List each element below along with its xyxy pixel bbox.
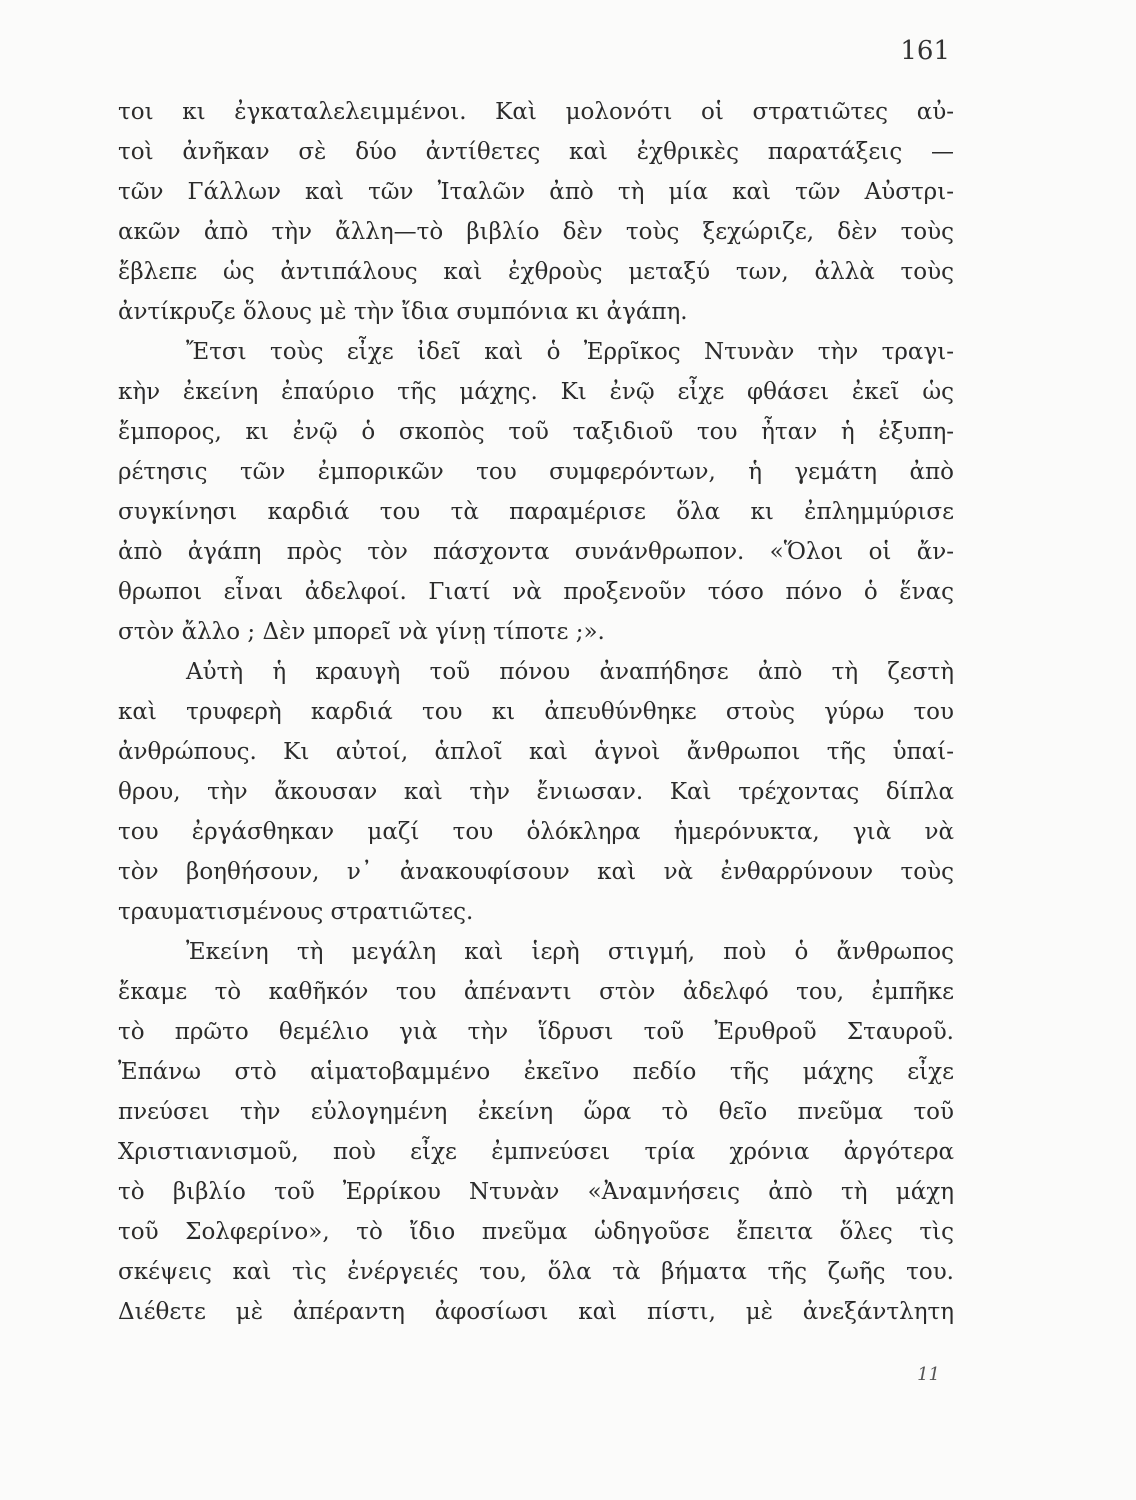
text-line: τραυματισμένους στρατιῶτες. [118, 899, 474, 925]
text-line: πνεύσει τὴν εὐλογημένη ἐκείνη ὥρα τὸ θεῖο πνεῦμα τοῦ [118, 1099, 954, 1125]
text-line: ἀπὸ ἀγάπη πρὸς τὸν πάσχοντα συνάνθρωπον. «Ὅλοι οἱ ἄν- [118, 539, 954, 565]
text-line: Αὐτὴ ἡ κραυγὴ τοῦ πόνου ἀναπήδησε ἀπὸ τὴ ζεστὴ [186, 659, 954, 685]
text-line: τὸ πρῶτο θεμέλιο γιὰ τὴν ἵδρυσι τοῦ Ἐρυθροῦ Σταυροῦ. [118, 1019, 954, 1045]
text-line: συγκίνησι καρδιά του τὰ παραμέρισε ὅλα κι ἐπλημμύρισε [118, 499, 954, 525]
text-line: ακῶν ἀπὸ τὴν ἄλλη—τὸ βιβλίο δὲν τοὺς ξεχώριζε, δὲν τοὺς [118, 219, 954, 245]
text-line: στὸν ἄλλο ; Δὲν μπορεῖ νὰ γίνῃ τίποτε ;». [118, 619, 605, 645]
text-line: καὶ τρυφερὴ καρδιά του κι ἀπευθύνθηκε στοὺς γύρω του [118, 699, 954, 725]
text-line: ἔβλεπε ὡς ἀντιπάλους καὶ ἐχθροὺς μεταξύ των, ἀλλὰ τοὺς [118, 259, 954, 285]
text-line: Διέθετε μὲ ἀπέραντη ἀφοσίωσι καὶ πίστι, μὲ ἀνεξάντλητη [118, 1299, 954, 1325]
text-line: τοι κι ἐγκαταλελειμμένοι. Καὶ μολονότι οἱ στρατιῶτες αὐ- [118, 99, 954, 125]
text-line: ἀνθρώπους. Κι αὐτοί, ἁπλοῖ καὶ ἁγνοὶ ἄνθρωποι τῆς ὑπαί- [118, 739, 954, 765]
text-line: του ἐργάσθηκαν μαζί του ὁλόκληρα ἡμερόνυκτα, γιὰ νὰ [118, 819, 954, 845]
text-line: Χριστιανισμοῦ, ποὺ εἶχε ἐμπνεύσει τρία χρόνια ἀργότερα [118, 1139, 954, 1165]
text-line: τοὶ ἀνῆκαν σὲ δύο ἀντίθετες καὶ ἐχθρικὲς παρατάξεις — [118, 139, 954, 165]
signature-mark: 11 [917, 1364, 940, 1385]
text-line: ἀντίκρυζε ὅλους μὲ τὴν ἴδια συμπόνια κι ἀγάπη. [118, 299, 688, 325]
text-line: Ἐπάνω στὸ αἱματοβαμμένο ἐκεῖνο πεδίο τῆς μάχης εἶχε [118, 1059, 954, 1085]
page-number: 161 [900, 36, 950, 66]
text-line: τὸν βοηθήσουν, ν᾿ ἀνακουφίσουν καὶ νὰ ἐνθαρρύνουν τοὺς [118, 859, 954, 885]
body-text [118, 92, 954, 1332]
text-line: τὸ βιβλίο τοῦ Ἐρρίκου Ντυνὰν «Ἀναμνήσεις ἀπὸ τὴ μάχη [118, 1179, 954, 1205]
text-line: ἔμπορος, κι ἐνῷ ὁ σκοπὸς τοῦ ταξιδιοῦ του ἦταν ἡ ἐξυπη- [118, 419, 954, 445]
text-line: θρωποι εἶναι ἀδελφοί. Γιατί νὰ προξενοῦν τόσο πόνο ὁ ἕνας [118, 579, 954, 605]
text-line: σκέψεις καὶ τὶς ἐνέργειές του, ὅλα τὰ βήματα τῆς ζωῆς του. [118, 1259, 954, 1285]
text-line: τοῦ Σολφερίνο», τὸ ἴδιο πνεῦμα ὡδηγοῦσε ἔπειτα ὅλες τὶς [118, 1219, 954, 1245]
text-line: ρέτησις τῶν ἐμπορικῶν του συμφερόντων, ἡ γεμάτη ἀπὸ [118, 459, 954, 485]
text-line: κὴν ἐκείνη ἐπαύριο τῆς μάχης. Κι ἐνῷ εἶχε φθάσει ἐκεῖ ὡς [118, 379, 954, 405]
text-line: τῶν Γάλλων καὶ τῶν Ἰταλῶν ἀπὸ τὴ μία καὶ τῶν Αὐστρι- [118, 179, 954, 205]
text-line: Ἐκείνη τὴ μεγάλη καὶ ἱερὴ στιγμή, ποὺ ὁ ἄνθρωπος [186, 939, 954, 965]
text-line: Ἔτσι τοὺς εἶχε ἰδεῖ καὶ ὁ Ἐρρῖκος Ντυνὰν τὴν τραγι- [186, 339, 954, 365]
text-line: ἔκαμε τὸ καθῆκόν του ἀπέναντι στὸν ἀδελφό του, ἐμπῆκε [118, 979, 954, 1005]
text-line: θρου, τὴν ἄκουσαν καὶ τὴν ἔνιωσαν. Καὶ τρέχοντας δίπλα [118, 779, 954, 805]
